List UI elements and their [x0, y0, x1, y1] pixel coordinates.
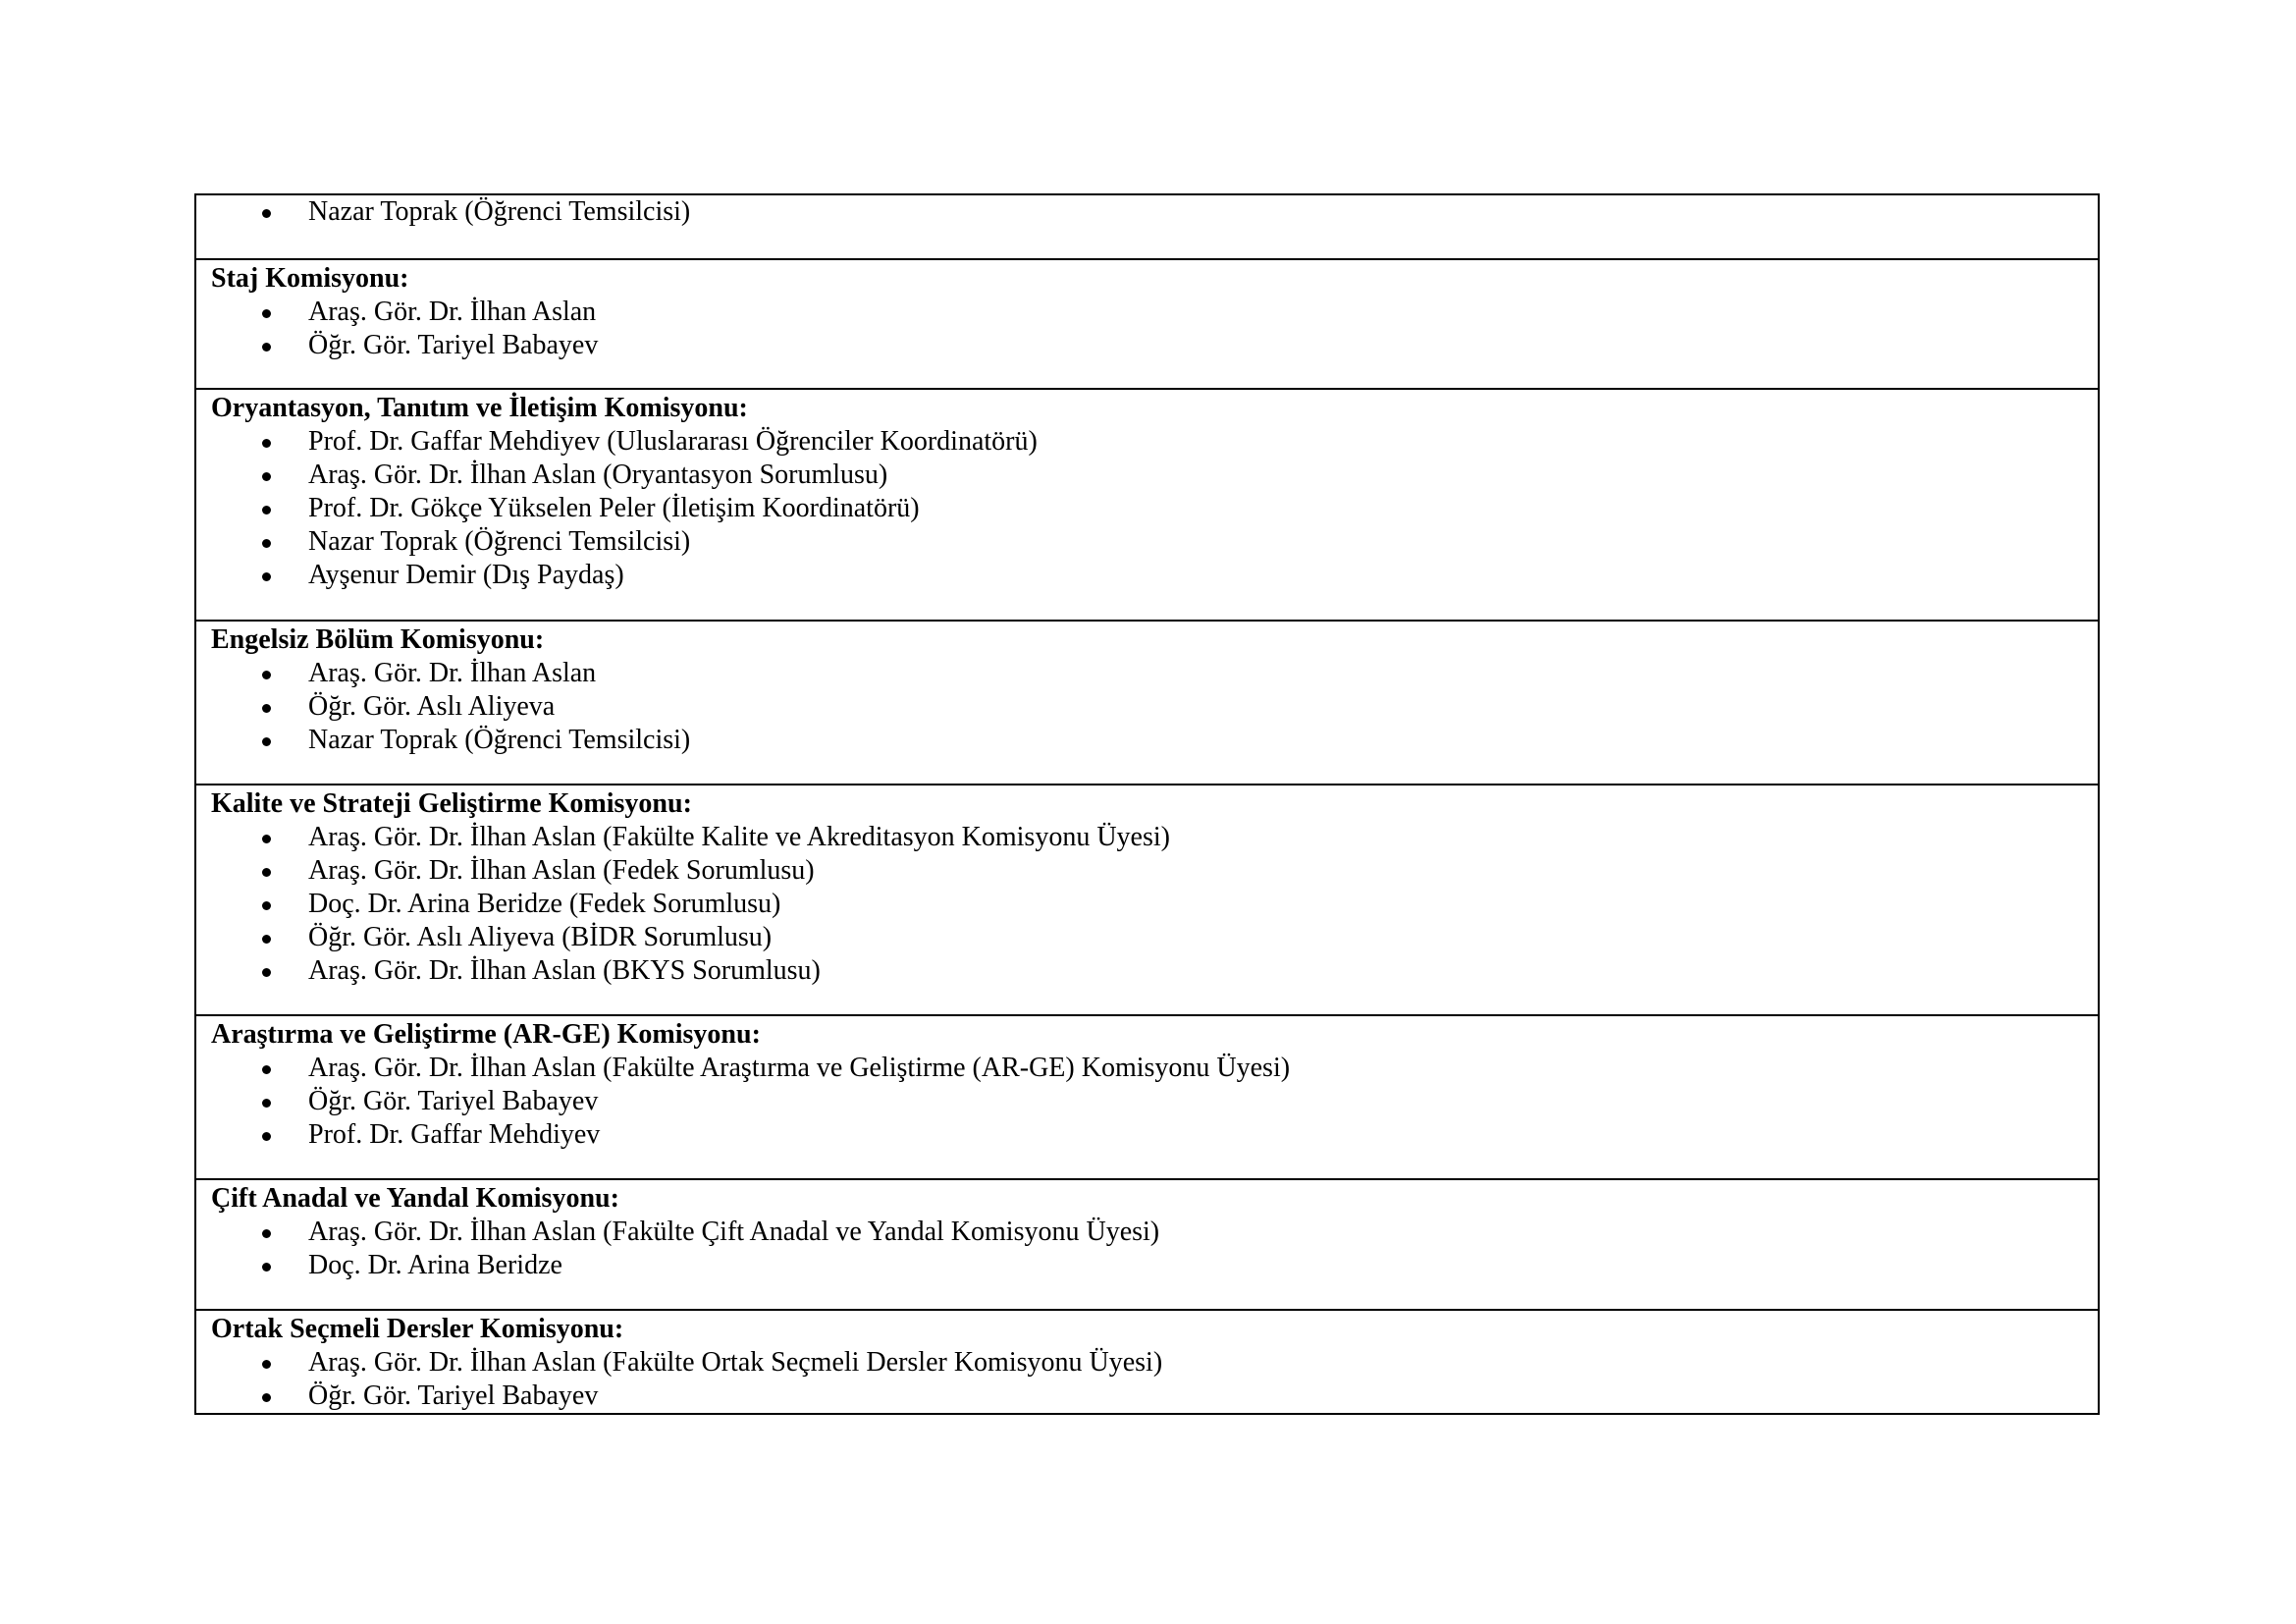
- member-item: Nazar Toprak (Öğrenci Temsilcisi): [211, 195, 2098, 229]
- commission-cell: [195, 194, 2099, 259]
- commission-row: [195, 1015, 2099, 1179]
- member-item: Araş. Gör. Dr. İlhan Aslan (Fakülte Kalite ve Akreditasyon Komisyonu Üyesi): [211, 821, 2098, 854]
- member-item: Araş. Gör. Dr. İlhan Aslan: [211, 296, 2098, 329]
- bullet-icon: [262, 343, 271, 352]
- bullet-icon: [262, 1360, 271, 1369]
- commission-cell: [195, 259, 2099, 389]
- commission-cell: [195, 621, 2099, 785]
- bullet-icon: [262, 868, 271, 877]
- member-item: Araş. Gör. Dr. İlhan Aslan (Fakülte Ortak Seçmeli Dersler Komisyonu Üyesi): [211, 1346, 2098, 1380]
- commission-row: [195, 389, 2099, 621]
- commission-cell: [195, 1310, 2099, 1414]
- member-item: Doç. Dr. Arina Beridze (Fedek Sorumlusu): [211, 888, 2098, 921]
- bullet-icon: [262, 572, 271, 581]
- bullet-icon: [262, 539, 271, 548]
- member-item: Araş. Gör. Dr. İlhan Aslan: [211, 657, 2098, 690]
- bullet-icon: [262, 472, 271, 481]
- member-item: Doç. Dr. Arina Beridze: [211, 1249, 2098, 1282]
- member-item: Araş. Gör. Dr. İlhan Aslan (Oryantasyon Sorumlusu): [211, 459, 2098, 492]
- member-item: Öğr. Gör. Aslı Aliyeva (BİDR Sorumlusu): [211, 921, 2098, 954]
- bullet-icon: [262, 209, 271, 218]
- bullet-icon: [262, 1065, 271, 1074]
- commission-row: [195, 1179, 2099, 1310]
- member-item: Öğr. Gör. Tariyel Babayev: [211, 1380, 2098, 1413]
- bullet-icon: [262, 737, 271, 746]
- commission-cell: [195, 1179, 2099, 1310]
- commission-row: [195, 259, 2099, 389]
- bullet-icon: [262, 968, 271, 977]
- member-item: Nazar Toprak (Öğrenci Temsilcisi): [211, 525, 2098, 559]
- member-item: Ayşenur Demir (Dış Paydaş): [211, 559, 2098, 592]
- bullet-icon: [262, 309, 271, 318]
- bullet-icon: [262, 835, 271, 843]
- bullet-icon: [262, 506, 271, 514]
- commission-heading: Staj Komisyonu:: [211, 263, 409, 294]
- member-list: [211, 1346, 2098, 1413]
- commission-heading: Araştırma ve Geliştirme (AR-GE) Komisyonu:: [211, 1019, 761, 1050]
- member-item: Araş. Gör. Dr. İlhan Aslan (Fakülte Araştırma ve Geliştirme (AR-GE) Komisyonu Üyesi): [211, 1052, 2098, 1085]
- bullet-icon: [262, 1229, 271, 1238]
- commission-row: [195, 785, 2099, 1015]
- commission-heading: Engelsiz Bölüm Komisyonu:: [211, 624, 545, 655]
- member-list: [211, 1216, 2098, 1282]
- commission-cell: [195, 389, 2099, 621]
- member-list: [211, 296, 2098, 362]
- member-item: Öğr. Gör. Aslı Aliyeva: [211, 690, 2098, 724]
- commission-table: [194, 193, 2100, 1415]
- member-list: [211, 657, 2098, 757]
- member-item: Prof. Dr. Gaffar Mehdiyev (Uluslararası Öğrenciler Koordinatörü): [211, 425, 2098, 459]
- bullet-icon: [262, 935, 271, 944]
- member-list: [211, 425, 2098, 592]
- commission-row: [195, 621, 2099, 785]
- bullet-icon: [262, 704, 271, 713]
- member-list: [211, 195, 2098, 229]
- commission-cell: [195, 1015, 2099, 1179]
- commission-heading: Ortak Seçmeli Dersler Komisyonu:: [211, 1314, 624, 1344]
- member-item: Araş. Gör. Dr. İlhan Aslan (Fedek Sorumlusu): [211, 854, 2098, 888]
- commission-heading: Oryantasyon, Tanıtım ve İletişim Komisyonu:: [211, 393, 748, 423]
- member-list: [211, 821, 2098, 988]
- member-item: Araş. Gör. Dr. İlhan Aslan (Fakülte Çift Anadal ve Yandal Komisyonu Üyesi): [211, 1216, 2098, 1249]
- bullet-icon: [262, 671, 271, 679]
- commission-row: [195, 1310, 2099, 1414]
- bullet-icon: [262, 1099, 271, 1108]
- member-item: Öğr. Gör. Tariyel Babayev: [211, 1085, 2098, 1118]
- bullet-icon: [262, 439, 271, 448]
- member-item: Araş. Gör. Dr. İlhan Aslan (BKYS Sorumlusu): [211, 954, 2098, 988]
- commission-cell: [195, 785, 2099, 1015]
- member-item: Nazar Toprak (Öğrenci Temsilcisi): [211, 724, 2098, 757]
- member-item: Öğr. Gör. Tariyel Babayev: [211, 329, 2098, 362]
- bullet-icon: [262, 901, 271, 910]
- commission-heading: Çift Anadal ve Yandal Komisyonu:: [211, 1183, 619, 1214]
- bullet-icon: [262, 1393, 271, 1402]
- member-item: Prof. Dr. Gaffar Mehdiyev: [211, 1118, 2098, 1152]
- bullet-icon: [262, 1132, 271, 1141]
- commission-row: [195, 194, 2099, 259]
- member-list: [211, 1052, 2098, 1152]
- bullet-icon: [262, 1263, 271, 1272]
- commission-heading: Kalite ve Strateji Geliştirme Komisyonu:: [211, 788, 692, 819]
- member-item: Prof. Dr. Gökçe Yükselen Peler (İletişim Koordinatörü): [211, 492, 2098, 525]
